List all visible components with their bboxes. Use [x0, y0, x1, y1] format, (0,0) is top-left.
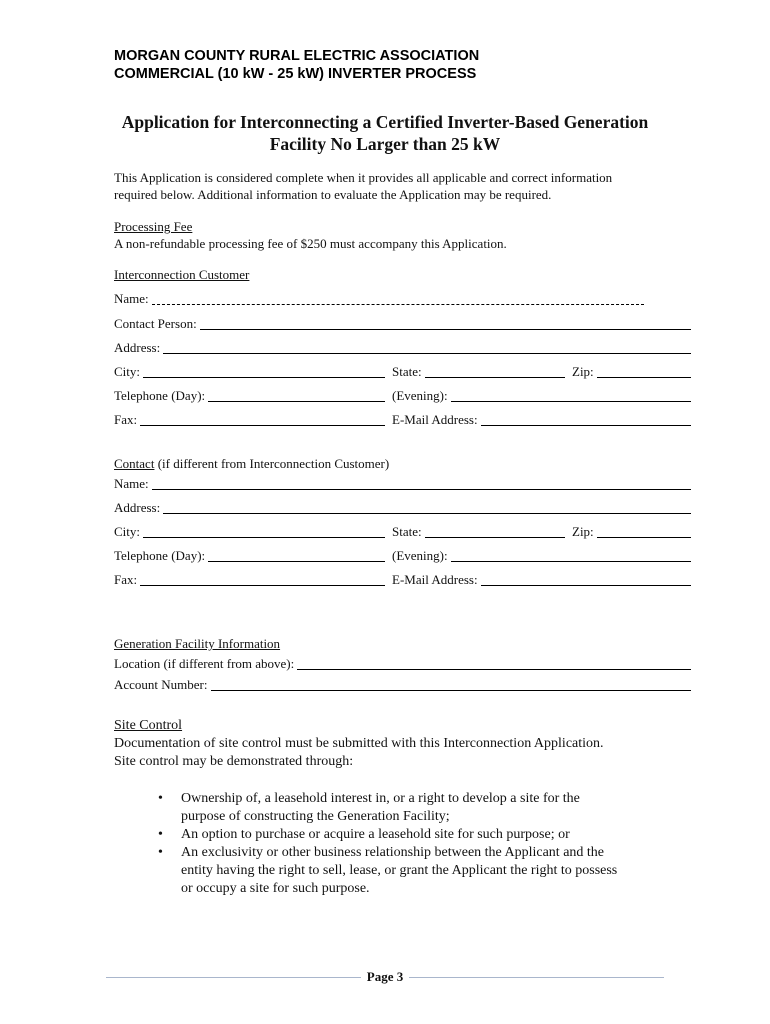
contact-tel-evening-input-line[interactable] [451, 548, 691, 562]
list-item [158, 826, 658, 844]
customer-tel-evening-field[interactable] [392, 386, 691, 404]
customer-email-label: E-Mail Address: [392, 412, 478, 427]
facility-location-input-line[interactable] [297, 656, 691, 670]
contact-city-input-line[interactable] [143, 524, 385, 538]
contact-tel-evening-field[interactable] [392, 546, 691, 564]
customer-state-field[interactable] [392, 362, 565, 380]
contact-address-label: Address: [114, 500, 161, 515]
contact-name-label: Name: [114, 476, 149, 491]
contact-fax-input-line[interactable] [140, 572, 385, 586]
customer-fax-field[interactable] [114, 410, 385, 428]
customer-tel-day-label: Telephone (Day): [114, 388, 206, 403]
contact-email-field[interactable] [392, 570, 691, 588]
bullet-icon: • [158, 827, 163, 842]
facility-heading: Generation Facility Information [114, 636, 281, 651]
customer-name-row [114, 289, 691, 307]
fee-heading: Processing Fee [114, 219, 193, 234]
contact-city-row [114, 522, 691, 540]
intro-line-2: required below. Additional information to evaluate the Application may be required. [114, 187, 552, 202]
facility-account-row [114, 675, 691, 693]
contact-state-label: State: [392, 524, 422, 539]
contact-telephone-row [114, 546, 691, 564]
page-title [100, 111, 670, 155]
customer-address-input-line[interactable] [163, 340, 691, 354]
contact-heading-label: Contact [114, 456, 155, 471]
customer-address-label: Address: [114, 340, 161, 355]
facility-account-input-line[interactable] [211, 677, 691, 691]
bullet-icon: • [158, 845, 163, 860]
title-line-1: Application for Interconnecting a Certified Inverter-Based Generation [121, 112, 649, 132]
page-footer [0, 969, 770, 985]
site-control-list [158, 790, 658, 898]
contact-heading [114, 455, 389, 472]
customer-zip-label: Zip: [572, 364, 594, 379]
org-name: MORGAN COUNTY RURAL ELECTRIC ASSOCIATION [114, 48, 480, 64]
site-control-line-2: Site control may be demonstrated through: [114, 754, 354, 769]
list-item [158, 790, 658, 826]
bullet-3-line-3: or occupy a site for such purpose. [181, 881, 370, 896]
contact-name-input-line[interactable] [152, 476, 691, 490]
customer-zip-field[interactable] [572, 362, 691, 380]
customer-zip-input-line[interactable] [597, 364, 691, 378]
contact-heading-note: (if different from Interconnection Customer) [154, 456, 390, 471]
customer-tel-day-field[interactable] [114, 386, 385, 404]
facility-location-field[interactable] [114, 654, 691, 672]
bullet-2-line-1: An option to purchase or acquire a leasehold site for such purpose; or [181, 827, 570, 842]
site-control-heading: Site Control [114, 718, 183, 733]
customer-email-field[interactable] [392, 410, 691, 428]
customer-contact-person-label: Contact Person: [114, 316, 197, 331]
customer-fax-label: Fax: [114, 412, 138, 427]
contact-city-label: City: [114, 524, 141, 539]
contact-tel-day-label: Telephone (Day): [114, 548, 206, 563]
customer-address-row [114, 338, 691, 356]
intro-text [114, 169, 612, 203]
customer-email-input-line[interactable] [481, 412, 691, 426]
contact-state-field[interactable] [392, 522, 565, 540]
customer-contact-person-field[interactable] [114, 314, 691, 332]
customer-tel-evening-label: (Evening): [392, 388, 448, 403]
contact-fax-field[interactable] [114, 570, 385, 588]
list-item [158, 844, 658, 898]
bullet-3-line-2: entity having the right to sell, lease, or grant the Applicant the right to possess [181, 863, 618, 878]
bullet-icon: • [158, 791, 163, 806]
facility-account-field[interactable] [114, 675, 691, 693]
customer-heading: Interconnection Customer [114, 267, 250, 282]
facility-account-label: Account Number: [114, 677, 208, 692]
fee-section [114, 218, 507, 252]
fee-text: A non-refundable processing fee of $250 must accompany this Application. [114, 236, 507, 251]
site-control-line-1: Documentation of site control must be submitted with this Interconnection Application. [114, 736, 604, 751]
customer-city-row [114, 362, 691, 380]
customer-contact-person-input-line[interactable] [200, 316, 691, 330]
contact-tel-day-input-line[interactable] [208, 548, 385, 562]
contact-address-input-line[interactable] [163, 500, 691, 514]
contact-name-row [114, 474, 691, 492]
customer-city-field[interactable] [114, 362, 385, 380]
site-control-section [114, 717, 604, 771]
process-name: COMMERCIAL (10 kW - 25 kW) INVERTER PROCESS [114, 66, 477, 82]
bullet-3-line-1: An exclusivity or other business relationship between the Applicant and the [181, 845, 605, 860]
contact-name-field[interactable] [114, 474, 691, 492]
intro-line-1: This Application is considered complete when it provides all applicable and correct information [114, 170, 613, 185]
customer-contact-row [114, 314, 691, 332]
contact-tel-day-field[interactable] [114, 546, 385, 564]
customer-fax-row [114, 410, 691, 428]
customer-address-field[interactable] [114, 338, 691, 356]
bullet-1-line-2: purpose of constructing the Generation Facility; [181, 809, 450, 824]
contact-state-input-line[interactable] [425, 524, 565, 538]
customer-name-field[interactable] [114, 289, 644, 307]
customer-state-input-line[interactable] [425, 364, 565, 378]
contact-zip-input-line[interactable] [597, 524, 691, 538]
customer-tel-evening-input-line[interactable] [451, 388, 691, 402]
customer-city-input-line[interactable] [143, 364, 385, 378]
title-line-2: Facility No Larger than 25 kW [269, 134, 501, 154]
customer-state-label: State: [392, 364, 422, 379]
contact-address-row [114, 498, 691, 516]
contact-zip-label: Zip: [572, 524, 594, 539]
customer-telephone-row [114, 386, 691, 404]
contact-fax-row [114, 570, 691, 588]
customer-tel-day-input-line[interactable] [208, 388, 385, 402]
contact-fax-label: Fax: [114, 572, 138, 587]
facility-location-label: Location (if different from above): [114, 656, 295, 671]
contact-email-input-line[interactable] [481, 572, 691, 586]
customer-name-label: Name: [114, 291, 149, 306]
customer-name-input-line[interactable] [152, 291, 644, 305]
facility-location-row [114, 654, 691, 672]
contact-email-label: E-Mail Address: [392, 572, 478, 587]
page-number: Page 3 [361, 969, 409, 984]
contact-address-field[interactable] [114, 498, 691, 516]
customer-fax-input-line[interactable] [140, 412, 385, 426]
bullet-1-line-1: Ownership of, a leasehold interest in, or a right to develop a site for the [181, 791, 580, 806]
contact-city-field[interactable] [114, 522, 385, 540]
contact-zip-field[interactable] [572, 522, 691, 540]
customer-city-label: City: [114, 364, 141, 379]
contact-tel-evening-label: (Evening): [392, 548, 448, 563]
document-header [114, 47, 479, 83]
